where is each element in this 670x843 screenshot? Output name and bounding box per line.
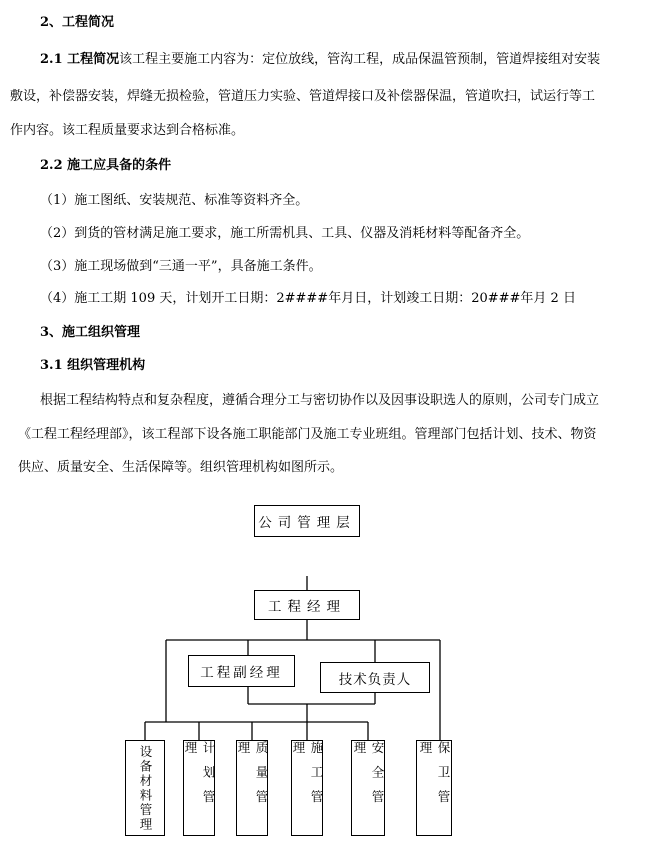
org-company-management: 公司管理层 <box>254 505 360 537</box>
org-dept-quality <box>236 740 268 836</box>
org-dept-label: 计划管理 <box>183 741 216 815</box>
section-3-1-title: 3.1 组织管理机构 <box>40 358 146 373</box>
org-dept-label: 安全管理 <box>352 741 385 815</box>
org-dept-planning <box>183 740 215 836</box>
section-3-1-line-1: 根据工程结构特点和复杂程度，遵循合理分工与密切协作以及因事设职选人的原则，公司专门成立 <box>40 393 600 408</box>
section-3-1-line-3: 供应、质量安全、生活保障等。组织管理机构如图所示。 <box>18 460 344 475</box>
org-dept-construction <box>291 740 323 836</box>
org-dept-label: 质量管理 <box>236 741 269 815</box>
condition-item-3: （3）施工现场做到“三通一平”，具备施工条件。 <box>40 259 322 274</box>
section-3-1-line-2: 《工程工程经理部》，该工程部下设各施工职能部门及施工专业班组。管理部门包括计划、技术、物资 <box>18 427 597 442</box>
condition-item-2: （2）到货的管材满足施工要求，施工所需机具、工具、仪器及消耗材料等配备齐全。 <box>40 226 530 241</box>
section-2-1-line-2: 敷设，补偿器安装，焊缝无损检验，管道压力实验、管道焊接口及补偿器保温，管道吹扫，试运行等工 <box>10 89 596 104</box>
condition-item-4: （4）施工工期 109 天，计划开工日期：2####年月日，计划竣工日期：20###年月 2 日 <box>40 291 576 306</box>
section-2-2-title: 2.2 施工应具备的条件 <box>40 158 172 173</box>
org-dept-label: 施工管理 <box>291 741 324 815</box>
org-dept-safety <box>351 740 385 836</box>
section-2-1-line-3: 作内容。该工程质量要求达到合格标准。 <box>10 123 245 138</box>
org-project-manager: 工程经理 <box>254 590 360 620</box>
org-technical-lead: 技术负责人 <box>320 662 430 693</box>
section-3-heading: 3、施工组织管理 <box>40 325 141 340</box>
section-2-1-text-1: 该工程主要施工内容为：定位放线，管沟工程，成品保温管预制，管道焊接组对安装 <box>119 52 601 67</box>
condition-item-1: （1）施工图纸、安装规范、标准等资料齐全。 <box>40 193 309 208</box>
org-dept-label: 设备材料管理 <box>138 744 153 832</box>
org-dept-equipment-materials <box>125 740 165 836</box>
section-2-1-title: 2.1 工程简况 <box>40 52 120 67</box>
section-2-heading: 2、工程简况 <box>40 15 115 30</box>
org-dept-security <box>416 740 452 836</box>
org-deputy-manager: 工程副经理 <box>188 655 295 687</box>
org-dept-label: 保卫管理 <box>418 741 451 815</box>
